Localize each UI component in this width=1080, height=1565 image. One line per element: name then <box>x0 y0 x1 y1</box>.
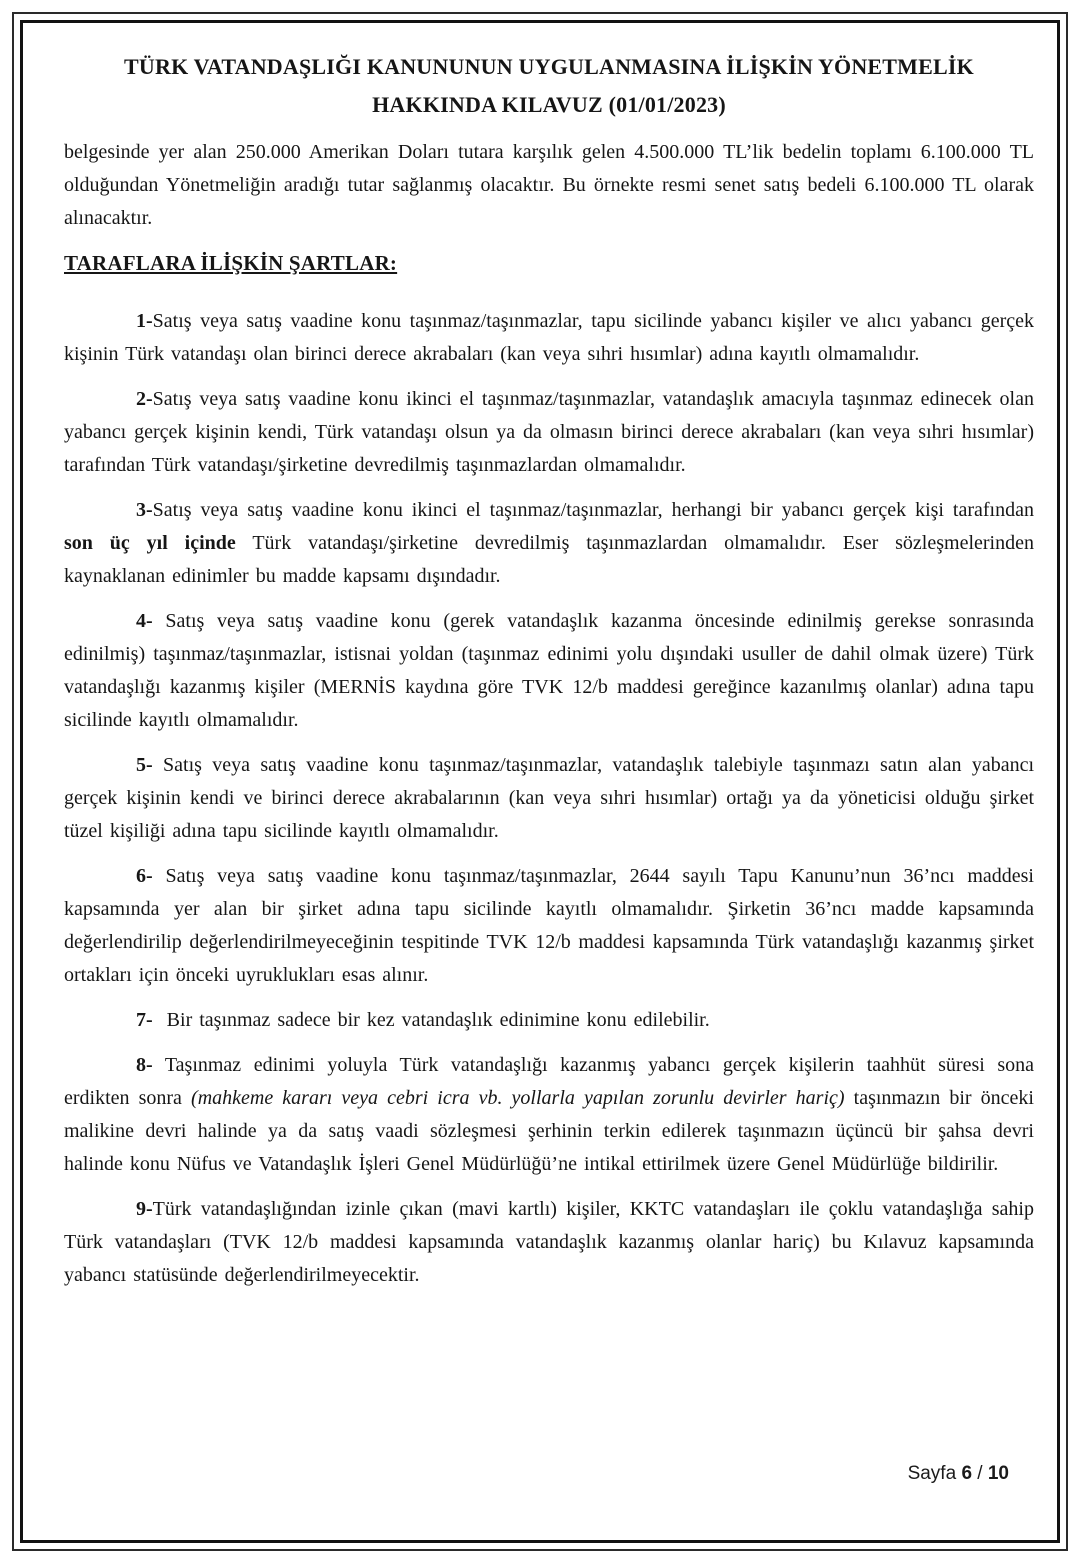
item-text-segment: 1- <box>136 310 153 332</box>
intro-paragraph: belgesinde yer alan 250.000 Amerikan Doları tutara karşılık gelen 4.500.000 TL’lik bedelin toplamı 6.100.000 TL olduğundan Yönetmeliğin aradığı tutar sağlanmış olacaktır. Bu örnekte resmi senet satış bedeli 6.100.000 TL olarak alınacaktır. <box>64 141 1034 229</box>
numbered-item-4 <box>64 605 1034 737</box>
item-text-segment: 6- <box>136 865 153 887</box>
numbered-item-1 <box>64 305 1034 371</box>
item-text-segment: Satış veya satış vaadine konu ikinci el taşınmaz/taşınmazlar, vatandaşlık amacıyla taşınmaz edinecek olan yabancı gerçek kişinin kendi, Türk vatandaşı olsun ya da olmasın birinci derece akrabaları (kan veya sıhri hısımlar) tarafından Türk vatandaşı/şirketine devredilmiş taşınmazlardan olmamalıdır. <box>64 388 1034 476</box>
item-text-segment: Türk vatandaşlığından izinle çıkan (mavi kartlı) kişiler, KKTC vatandaşları ile çoklu vatandaşlığa sahip Türk vatandaşları (TVK 12/b maddesi kapsamında vatandaşlık kazanmış olanlar hariç) bu Kılavuz kapsamında yabancı statüsünde değerlendirilmeyecektir. <box>64 1198 1034 1286</box>
item-text-segment: 2- <box>136 388 153 410</box>
item-text-segment: Türk vatandaşı/şirketine devredilmiş taşınmazlardan olmamalıdır. Eser sözleşmelerinden kaynaklanan edinimler bu madde kapsamı dışındadır. <box>64 532 1034 587</box>
footer-label: Sayfa <box>907 1463 957 1484</box>
item-text-segment: son üç yıl içinde <box>64 532 236 554</box>
document-title-line1: TÜRK VATANDAŞLIĞI KANUNUNUN UYGULANMASINA İLİŞKİN YÖNETMELİK <box>124 54 974 79</box>
section-heading: TARAFLARA İLİŞKİN ŞARTLAR: <box>64 251 398 275</box>
item-text-segment: Taşınmaz edinimi yoluyla Türk vatandaşlığı kazanmış yabancı gerçek kişilerin taahhüt süresi sona erdikten sonra <box>64 1054 1034 1109</box>
numbered-item-9 <box>64 1193 1034 1292</box>
document-title <box>64 48 1034 124</box>
item-text-segment: 4- <box>136 610 153 632</box>
item-text-segment: 3- <box>136 499 153 521</box>
numbered-item-5 <box>64 749 1034 848</box>
document-title-line2: HAKKINDA KILAVUZ (01/01/2023) <box>372 92 726 117</box>
item-text-segment: 8- <box>136 1054 153 1076</box>
numbered-item-list <box>64 305 1034 1292</box>
numbered-item-3 <box>64 494 1034 593</box>
item-text-segment: 7- <box>136 1009 153 1031</box>
footer-current-page: 6 <box>961 1463 973 1484</box>
footer-total-pages: 10 <box>987 1463 1009 1484</box>
item-text-segment: Satış veya satış vaadine konu taşınmaz/taşınmazlar, vatandaşlık talebiyle taşınmazı satın alan yabancı gerçek kişinin kendi ve birinci derece akrabalarının (kan veya sıhri hısımlar) ortağı ya da yöneticisi olduğu şirket tüzel kişiliği adına tapu sicilinde kayıtlı olmamalıdır. <box>64 754 1034 842</box>
item-text-segment: 5- <box>136 754 153 776</box>
item-text-segment: taşınmazın bir önceki malikine devri halinde ya da satış vaadi sözleşmesi şerhinin terkin edilerek taşınmazın üçüncü bir şahsa devri halinde konu Nüfus ve Vatandaşlık İşleri Genel Müdürlüğü’ne intikal ettirilmek üzere Genel Müdürlüğe bildirilir. <box>64 1087 1034 1175</box>
page-content <box>26 26 1054 1537</box>
item-text-segment: (mahkeme kararı veya cebri icra vb. yollarla yapılan zorunlu devirler hariç) <box>191 1087 845 1109</box>
item-text-segment: 9- <box>136 1198 153 1220</box>
item-text-segment: Satış veya satış vaadine konu taşınmaz/taşınmazlar, 2644 sayılı Tapu Kanunu’nun 36’ncı maddesi kapsamında yer alan bir şirket adına tapu sicilinde kayıtlı olmamalıdır. Şirketin 36’ncı madde kapsamında değerlendirilip değerlendirilmeyeceğinin tespitinde TVK 12/b maddesi kapsamında Türk vatandaşlığı kazanmış şirket ortakları için önceki uyruklukları esas alınır. <box>64 865 1034 986</box>
footer-separator: / <box>977 1463 983 1484</box>
numbered-item-6 <box>64 860 1034 992</box>
item-text-segment: Satış veya satış vaadine konu (gerek vatandaşlık kazanma öncesinde edinilmiş gerekse sonrasında edinilmiş) taşınmaz/taşınmazlar, istisnai yoldan (taşınmaz edinimi yolu dışındaki usuller de dahil olmak üzere) Türk vatandaşlığı kazanmış kişiler (MERNİS kaydına göre TVK 12/b maddesi gereğince kazanılmış olanlar) adına tapu sicilinde kayıtlı olmamalıdır. <box>64 610 1034 731</box>
page-outer-border <box>12 12 1068 1551</box>
numbered-item-7 <box>64 1004 1034 1037</box>
numbered-item-8 <box>64 1049 1034 1181</box>
page-inner-border <box>20 20 1060 1543</box>
numbered-item-2 <box>64 383 1034 482</box>
item-text-segment: Satış veya satış vaadine konu ikinci el taşınmaz/taşınmazlar, herhangi bir yabancı gerçek kişi tarafından <box>152 499 1034 521</box>
item-text-segment: Satış veya satış vaadine konu taşınmaz/taşınmazlar, tapu sicilinde yabancı kişiler ve alıcı yabancı gerçek kişinin Türk vatandaşı olan birinci derece akrabaları (kan veya sıhri hısımlar) adına kayıtlı olmamalıdır. <box>64 310 1034 365</box>
item-text-segment: Bir taşınmaz sadece bir kez vatandaşlık edinimine konu edilebilir. <box>152 1009 710 1031</box>
page-footer <box>908 1463 1009 1485</box>
